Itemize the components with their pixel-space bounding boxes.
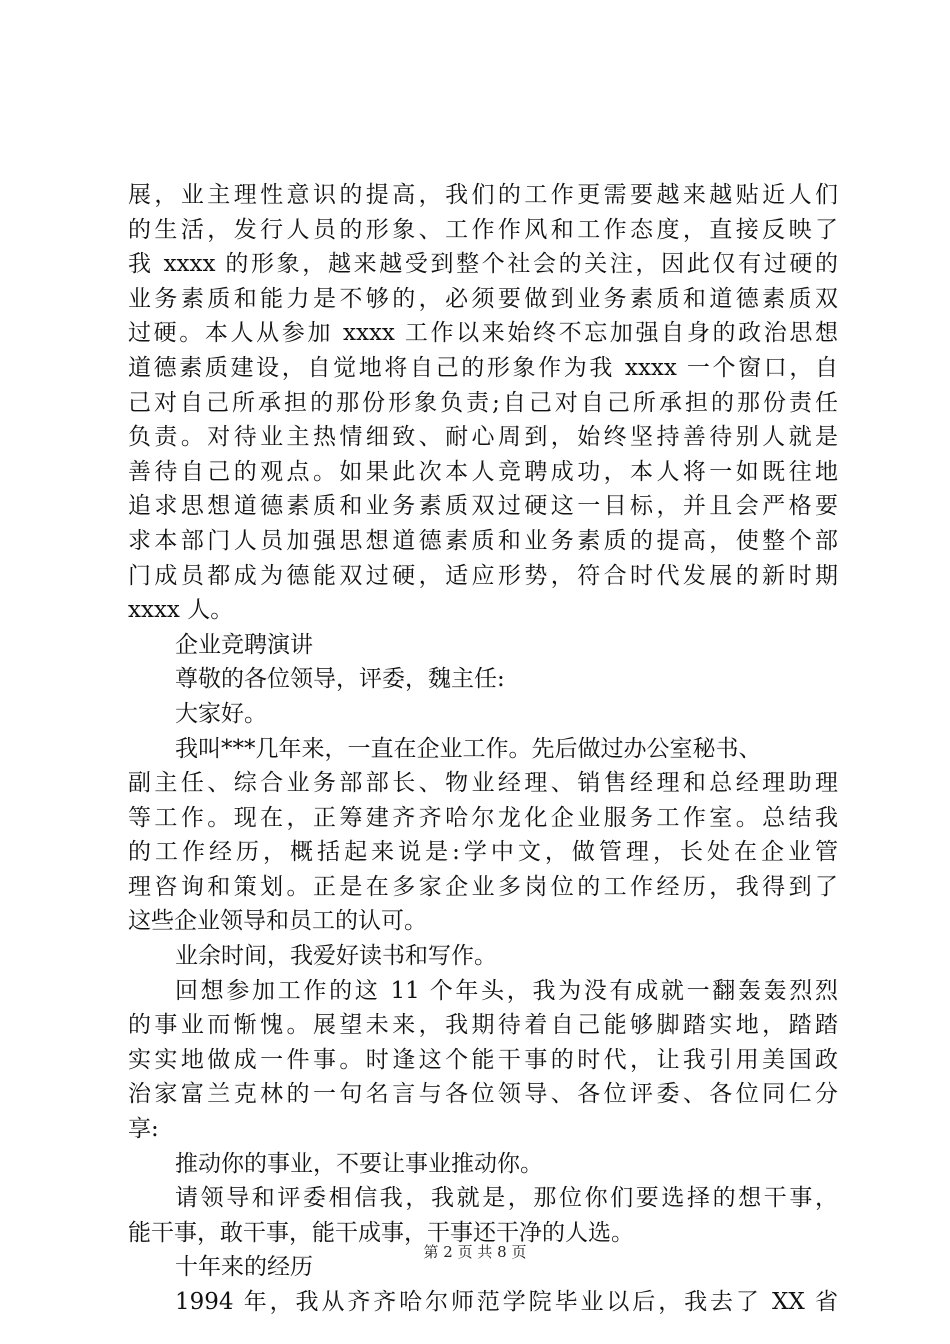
text-line: 追求思想道德素质和业务素质双过硬这一目标，并且会严格要 [128,493,838,520]
text-line: 善待自己的观点。如果此次本人竞聘成功，本人将一如既往地 [128,458,838,485]
text-line: 求本部门人员加强思想道德素质和业务素质的提高，使整个部 [128,527,838,554]
text-line: 十年来的经历 [175,1254,313,1281]
text-line: 己对自己所承担的那份形象负责;自己对自己所承担的那份责任 [128,389,838,416]
text-line: 等工作。现在，正筹建齐齐哈尔龙化企业服务工作室。总结我 [128,804,838,831]
text-line: 请领导和评委相信我，我就是，那位你们要选择的想干事， [175,1185,838,1212]
text-line: 尊敬的各位领导，评委，魏主任: [175,666,505,693]
text-line: xxxx 人。 [128,597,234,624]
text-line: 企业竞聘演讲 [175,631,313,658]
text-line: 治家富兰克林的一句名言与各位领导、各位评委、各位同仁分 [128,1081,838,1108]
text-line: 过硬。本人从参加 xxxx 工作以来始终不忘加强自身的政治思想 [128,320,838,347]
text-line: 理咨询和策划。正是在多家企业多岗位的工作经历，我得到了 [128,873,838,900]
text-line: 这些企业领导和员工的认可。 [128,908,427,935]
text-line: 我叫***几年来，一直在企业工作。先后做过办公室秘书、 [175,735,762,762]
text-line: 展，业主理性意识的提高，我们的工作更需要越来越贴近人们 [128,182,838,208]
text-line: 实实地做成一件事。时逢这个能干事的时代，让我引用美国政 [128,1046,838,1073]
text-line: 的工作经历，概括起来说是:学中文，做管理，长处在企业管 [128,839,838,866]
document-body [128,178,838,1320]
text-line: 门成员都成为德能双过硬，适应形势，符合时代发展的新时期 [128,562,838,589]
text-line: 的事业而惭愧。展望未来，我期待着自己能够脚踏实地，踏踏 [128,1012,838,1039]
text-line: 业余时间，我爱好读书和写作。 [175,943,497,970]
text-line: 负责。对待业主热情细致、耐心周到，始终坚持善待别人就是 [128,424,838,451]
text-line: 推动你的事业，不要让事业推动你。 [175,1150,543,1177]
text-line: 1994 年，我从齐齐哈尔师范学院毕业以后，我去了 XX 省 [175,1289,838,1315]
text-line: 享: [128,1116,159,1143]
text-line: 业务素质和能力是不够的，必须要做到业务素质和道德素质双 [128,285,838,312]
text-line: 回想参加工作的这 11 个年头，我为没有成就一翻轰轰烈烈 [175,977,838,1004]
text-line: 副主任、综合业务部部长、物业经理、销售经理和总经理助理 [128,770,838,797]
text-line: 能干事，敢干事，能干成事，干事还干净的人选。 [128,1219,634,1246]
text-line: 的生活，发行人员的形象、工作作风和工作态度，直接反映了 [128,216,838,243]
text-line: 道德素质建设，自觉地将自己的形象作为我 xxxx 一个窗口，自 [128,354,838,381]
text-line: 我 xxxx 的形象，越来越受到整个社会的关注，因此仅有过硬的 [128,251,838,278]
page-footer: 第 2 页 共 8 页 [423,1243,527,1261]
text-line: 大家好。 [175,700,267,727]
